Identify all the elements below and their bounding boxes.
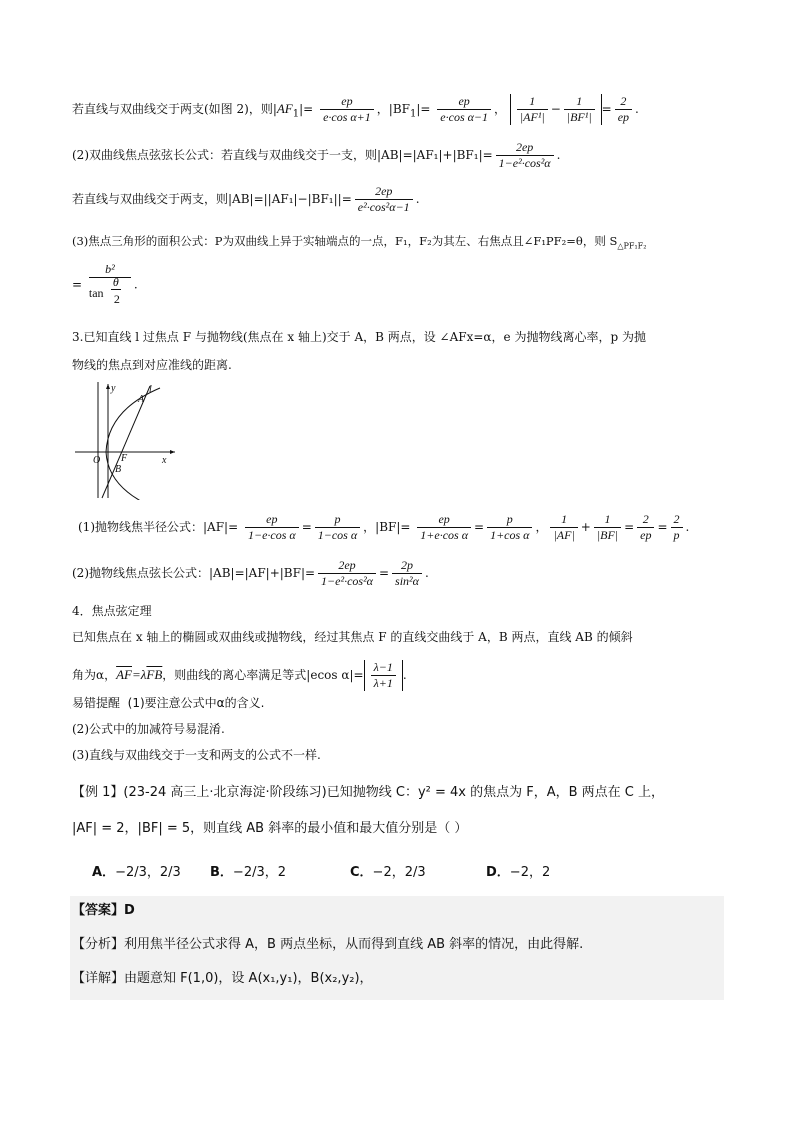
numerator: 1 [517,94,548,110]
text: . [415,192,420,206]
text: 已知抛物线 C：y² = 4x 的焦点为 F，A，B 两点在 C 上， [326,785,664,800]
fraction [371,660,396,691]
numerator: 1 [564,94,595,110]
text: . [635,102,639,116]
fraction [550,512,577,543]
fraction [245,512,299,543]
numerator: p [487,512,532,528]
numerator: ep [320,94,374,110]
label-F: F [121,453,128,464]
fraction [594,512,621,543]
numerator: 2ep [318,558,376,574]
theorem-body-1: 已知焦点在 x 轴上的椭圆或双曲线或抛物线，经过其焦点 F 的直线交曲线于 A，B 两点，直线 AB 的倾斜 [72,630,633,644]
hyperbola-chord-two-branch [72,184,420,215]
vector-fb: $\overline{FB}$ [146,667,163,682]
fraction [615,94,632,125]
label-B: B [115,464,122,475]
denominator: 1−e·cos α [247,528,296,542]
fraction [496,140,554,171]
label-A: A [138,394,145,405]
hyperbola-area-formula [72,232,646,255]
denominator: e·cos α−1 [440,110,489,124]
warning-3: (3)直线与双曲线交于一支和两支的公式不一样. [72,748,321,762]
numerator: p [315,512,360,528]
example-stem-1 [72,784,664,802]
text: − [550,102,561,116]
text: =λ [132,667,147,682]
text: (2)双曲线焦点弦弦长公式：若直线与双曲线交于一支，则|AB|=|AF₁|+|BF₁|= [72,148,493,162]
option-d[interactable] [486,864,550,882]
numerator: λ−1 [371,660,396,676]
option-c[interactable] [350,864,426,882]
text: |= [299,102,314,116]
label-y: y [111,383,116,394]
text: (1)抛物线焦半径公式：|AF|= [78,520,239,534]
denominator: |AF| [553,528,575,542]
option-label: C． [350,865,373,880]
denominator-two: 2 [113,292,120,306]
example-source: (23-24 高三上·北京海淀·阶段练习) [123,785,327,800]
parabola-intro-2: 物线的焦点到对应准线的距离. [72,358,232,372]
denominator: p [673,528,680,542]
option-text: −2/3，2 [232,865,287,880]
fraction [320,94,374,125]
numerator: ep [245,512,299,528]
denominator: ep [640,528,652,542]
text: ，|BF [376,102,410,116]
option-a[interactable] [92,864,181,882]
text: 若直线与双曲线交于两支，则|AB|=||AF₁|−|BF₁||= [72,192,352,206]
text: (3)焦点三角形的面积公式：P为双曲线上异于实轴端点的一点，F₁，F₂为其左、右焦点且∠F₁PF₂=θ，则 S [72,234,618,248]
x-axis-arrow [170,450,175,454]
fraction [637,512,654,543]
text: . [685,520,690,534]
hyperbola-area-result [72,262,138,308]
fraction [564,94,595,125]
text: 若直线与双曲线交于两支(如图 2)，则| [72,102,277,116]
parabola-chord-formula [72,558,429,589]
hyperbola-chord-one-branch [72,140,560,171]
text: ，则曲线的离心率满足等式|ecos α|= [162,668,364,682]
text: + [580,520,591,534]
denominator: ep [617,110,630,124]
option-label: D． [486,865,510,880]
text: . [424,566,429,580]
numerator: 1 [594,512,621,528]
denominator-angle: θ [112,275,119,289]
y-axis-arrow [106,384,110,389]
denominator: 1+e·cos α [420,528,468,542]
fraction [487,512,532,543]
numerator: 2ep [496,140,554,156]
denominator: |BF¹| [566,110,592,124]
denominator: 1−cos α [317,528,358,542]
text: (1)要注意公式中α的含义. [127,696,265,710]
numerator: ep [417,512,471,528]
denominator-function: tan [88,286,104,300]
hyperbola-two-branch-radius [72,94,639,125]
subscript: 1 [292,108,300,120]
theorem-body-2 [72,660,407,691]
answer-line: 【答案】D [72,903,135,918]
text: . [556,148,561,162]
text: = [601,102,612,116]
text: = [72,277,83,292]
text: ， [494,102,507,116]
example-tag: 【例 1】 [72,785,124,800]
warning-2: (2)公式中的加减符号易混淆. [72,722,225,736]
label-l: l [149,384,152,395]
fraction [315,512,360,543]
numerator: 2 [615,94,632,110]
fraction [392,558,422,589]
text: ，|BF|= [363,520,411,534]
text: = [378,566,390,580]
text: 角为α， [72,668,117,682]
parabola-figure [70,380,180,500]
example-stem-2: |AF| = 2，|BF| = 5，则直线 AB 斜率的最小值和最大值分别是（ ） [72,821,468,836]
text: = [301,520,312,534]
text: = [624,520,635,534]
numerator: 2 [637,512,654,528]
option-b[interactable] [210,864,286,882]
fraction [89,262,131,308]
fraction [437,94,491,125]
numerator: 2p [392,558,422,574]
text: |= [416,102,431,116]
parabola-curve [106,388,160,500]
option-text: −2，2/3 [372,865,426,880]
numerator: 1 [550,512,577,528]
numerator: 2 [671,512,683,528]
label-x: x [162,455,167,466]
theorem-heading: 4．焦点弦定理 [72,604,152,618]
vector-af: $\overline{AF}$ [116,667,132,682]
denominator: |BF| [596,528,619,542]
denominator: λ+1 [373,676,393,690]
parabola-radius-formula [78,512,689,543]
fraction [355,184,413,215]
detail-line: 【详解】由题意知 F(1,0)，设 A(x₁,y₁)，B(x₂,y₂)， [72,971,373,986]
text: (2)抛物线焦点弦长公式：|AB|=|AF|+|BF|= [72,566,316,580]
numerator: b² [89,262,131,278]
option-text: −2，2 [509,865,551,880]
absolute-value [510,94,602,125]
text: = [474,520,485,534]
denominator: e²·cos²α−1 [357,200,410,214]
text: = [657,520,668,534]
numerator: 2ep [355,184,413,200]
option-label: A． [92,865,116,880]
denominator: 1+cos α [490,528,530,542]
fraction [318,558,376,589]
label-O: O [93,455,101,466]
text: . [402,668,407,682]
text: AF [276,101,293,116]
numerator: ep [437,94,491,110]
fraction [517,94,548,125]
denominator: sin²α [395,574,419,588]
denominator: e·cos α+1 [323,110,371,124]
example-options [72,864,672,886]
subscript: 1 [409,108,417,120]
option-label: B． [210,865,233,880]
text: ， [535,520,548,534]
subscript: △PF₁F₂ [617,241,647,251]
warning-title: 易错提醒 [72,696,121,710]
denominator [88,275,131,308]
fraction [417,512,471,543]
denominator: 1−e²·cos²α [498,156,551,170]
text: . [133,277,138,292]
option-text: −2/3，2/3 [115,865,181,880]
fraction [671,512,683,543]
denominator: |AF¹| [519,110,545,124]
denominator: 1−e²·cos²α [321,574,373,588]
warning-1 [72,694,264,712]
parabola-intro-1: 3.已知直线 l 过焦点 F 与抛物线(焦点在 x 轴上)交于 A，B 两点，设 ∠AFx=α，e 为抛物线离心率，p 为抛 [72,330,646,344]
absolute-value [364,660,403,691]
analysis-line: 【分析】利用焦半径公式求得 A，B 两点坐标，从而得到直线 AB 斜率的情况，由此得解. [72,937,584,952]
